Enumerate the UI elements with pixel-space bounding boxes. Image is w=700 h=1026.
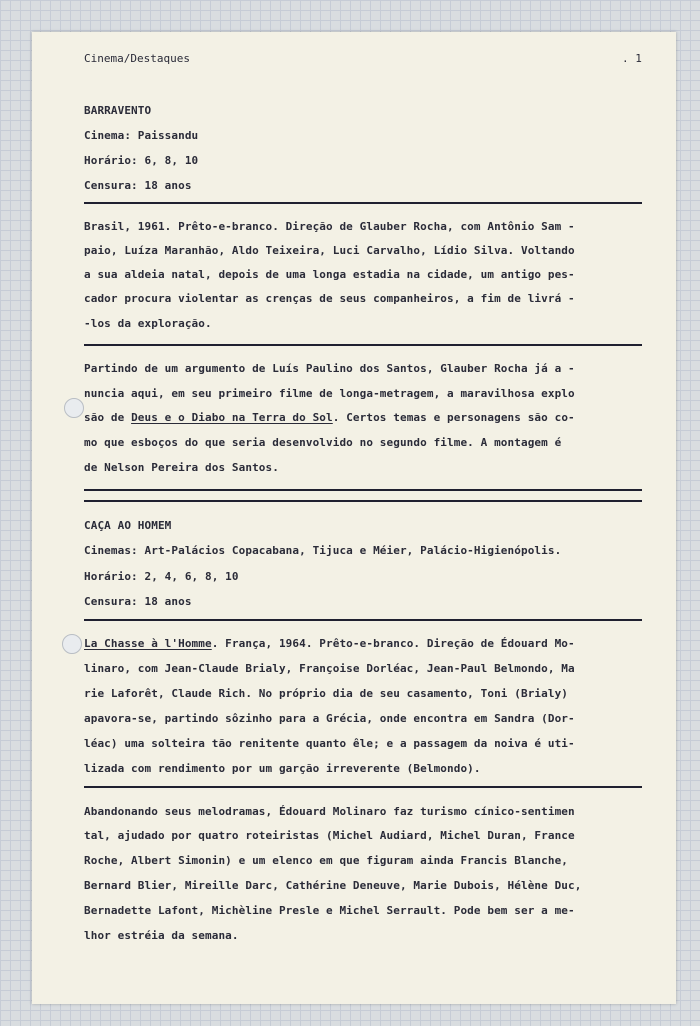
film1-review-line: nuncia aqui, em seu primeiro filme de longa-metragem, a maravilhosa explo	[84, 387, 575, 400]
film2-synopsis-line	[84, 637, 575, 651]
film1-schedule: Horário: 6, 8, 10	[84, 154, 199, 167]
film-reference-title: Deus e o Diabo na Terra do Sol	[131, 411, 333, 424]
film1-review-line: Partindo de um argumento de Luís Paulino dos Santos, Glauber Rocha já a -	[84, 362, 575, 375]
divider	[84, 202, 642, 204]
film1-review-line: de Nelson Pereira dos Santos.	[84, 461, 279, 474]
film2-review-line: Abandonando seus melodramas, Édouard Molinaro faz turismo cínico-sentimen	[84, 805, 575, 818]
film1-synopsis-line: paio, Luíza Maranhão, Aldo Teixeira, Luci Carvalho, Lídio Silva. Voltando	[84, 244, 575, 257]
film2-schedule: Horário: 2, 4, 6, 8, 10	[84, 570, 239, 583]
punch-hole-bottom	[62, 634, 82, 654]
film2-cinemas: Cinemas: Art-Palácios Copacabana, Tijuca e Méier, Palácio-Higienópolis.	[84, 544, 562, 557]
double-divider-bottom	[84, 500, 642, 502]
film1-review-line	[84, 411, 575, 425]
divider	[84, 786, 642, 788]
divider	[84, 619, 642, 621]
film2-title: CAÇA AO HOMEM	[84, 519, 172, 532]
film2-rating: Censura: 18 anos	[84, 595, 192, 608]
film2-review-line: tal, ajudado por quatro roteiristas (Michel Audiard, Michel Duran, France	[84, 829, 575, 842]
film2-review-line: Bernard Blier, Mireille Darc, Cathérine Deneuve, Marie Dubois, Hélène Duc,	[84, 879, 582, 892]
film2-synopsis-line: apavora-se, partindo sôzinho para a Grécia, onde encontra em Sandra (Dor-	[84, 712, 575, 725]
review-text: são de	[84, 411, 132, 424]
film1-synopsis-line: cador procura violentar as crenças de seus companheiros, a fim de livrá -	[84, 292, 575, 305]
film2-review-line: lhor estréia da semana.	[84, 929, 239, 942]
film-original-title: La Chasse à l'Homme	[84, 637, 212, 650]
film1-synopsis-line: a sua aldeia natal, depois de uma longa estadia na cidade, um antigo pes-	[84, 268, 575, 281]
typewritten-page	[32, 32, 676, 1004]
film2-synopsis-line: lizada com rendimento por um garção irreverente (Belmondo).	[84, 762, 481, 775]
film2-synopsis-line: rie Laforêt, Claude Rich. No próprio dia de seu casamento, Toni (Brialy)	[84, 687, 569, 700]
divider	[84, 344, 642, 346]
film1-title: BARRAVENTO	[84, 104, 152, 117]
film1-rating: Censura: 18 anos	[84, 179, 192, 192]
synopsis-text: . França, 1964. Prêto-e-branco. Direção de Édouard Mo-	[211, 637, 575, 650]
film1-synopsis-line: -los da exploração.	[84, 317, 212, 330]
section-header: Cinema/Destaques	[84, 52, 190, 65]
double-divider-top	[84, 489, 642, 491]
film1-cinema: Cinema: Paissandu	[84, 129, 199, 142]
film2-synopsis-line: léac) uma solteira tão renitente quanto êle; e a passagem da noiva é uti-	[84, 737, 575, 750]
punch-hole-top	[64, 398, 84, 418]
film2-review-line: Bernadette Lafont, Michèline Presle e Michel Serrault. Pode bem ser a me-	[84, 904, 575, 917]
film1-synopsis-line: Brasil, 1961. Prêto-e-branco. Direção de Glauber Rocha, com Antônio Sam -	[84, 220, 575, 233]
film2-synopsis-line: linaro, com Jean-Claude Brialy, Françoise Dorléac, Jean-Paul Belmondo, Ma	[84, 662, 575, 675]
page-number: . 1	[622, 52, 642, 65]
review-text: . Certos temas e personagens são co-	[332, 411, 575, 424]
film1-review-line: mo que esboços do que seria desenvolvido no segundo filme. A montagem é	[84, 436, 562, 449]
film2-review-line: Roche, Albert Simonin) e um elenco em que figuram ainda Francis Blanche,	[84, 854, 569, 867]
